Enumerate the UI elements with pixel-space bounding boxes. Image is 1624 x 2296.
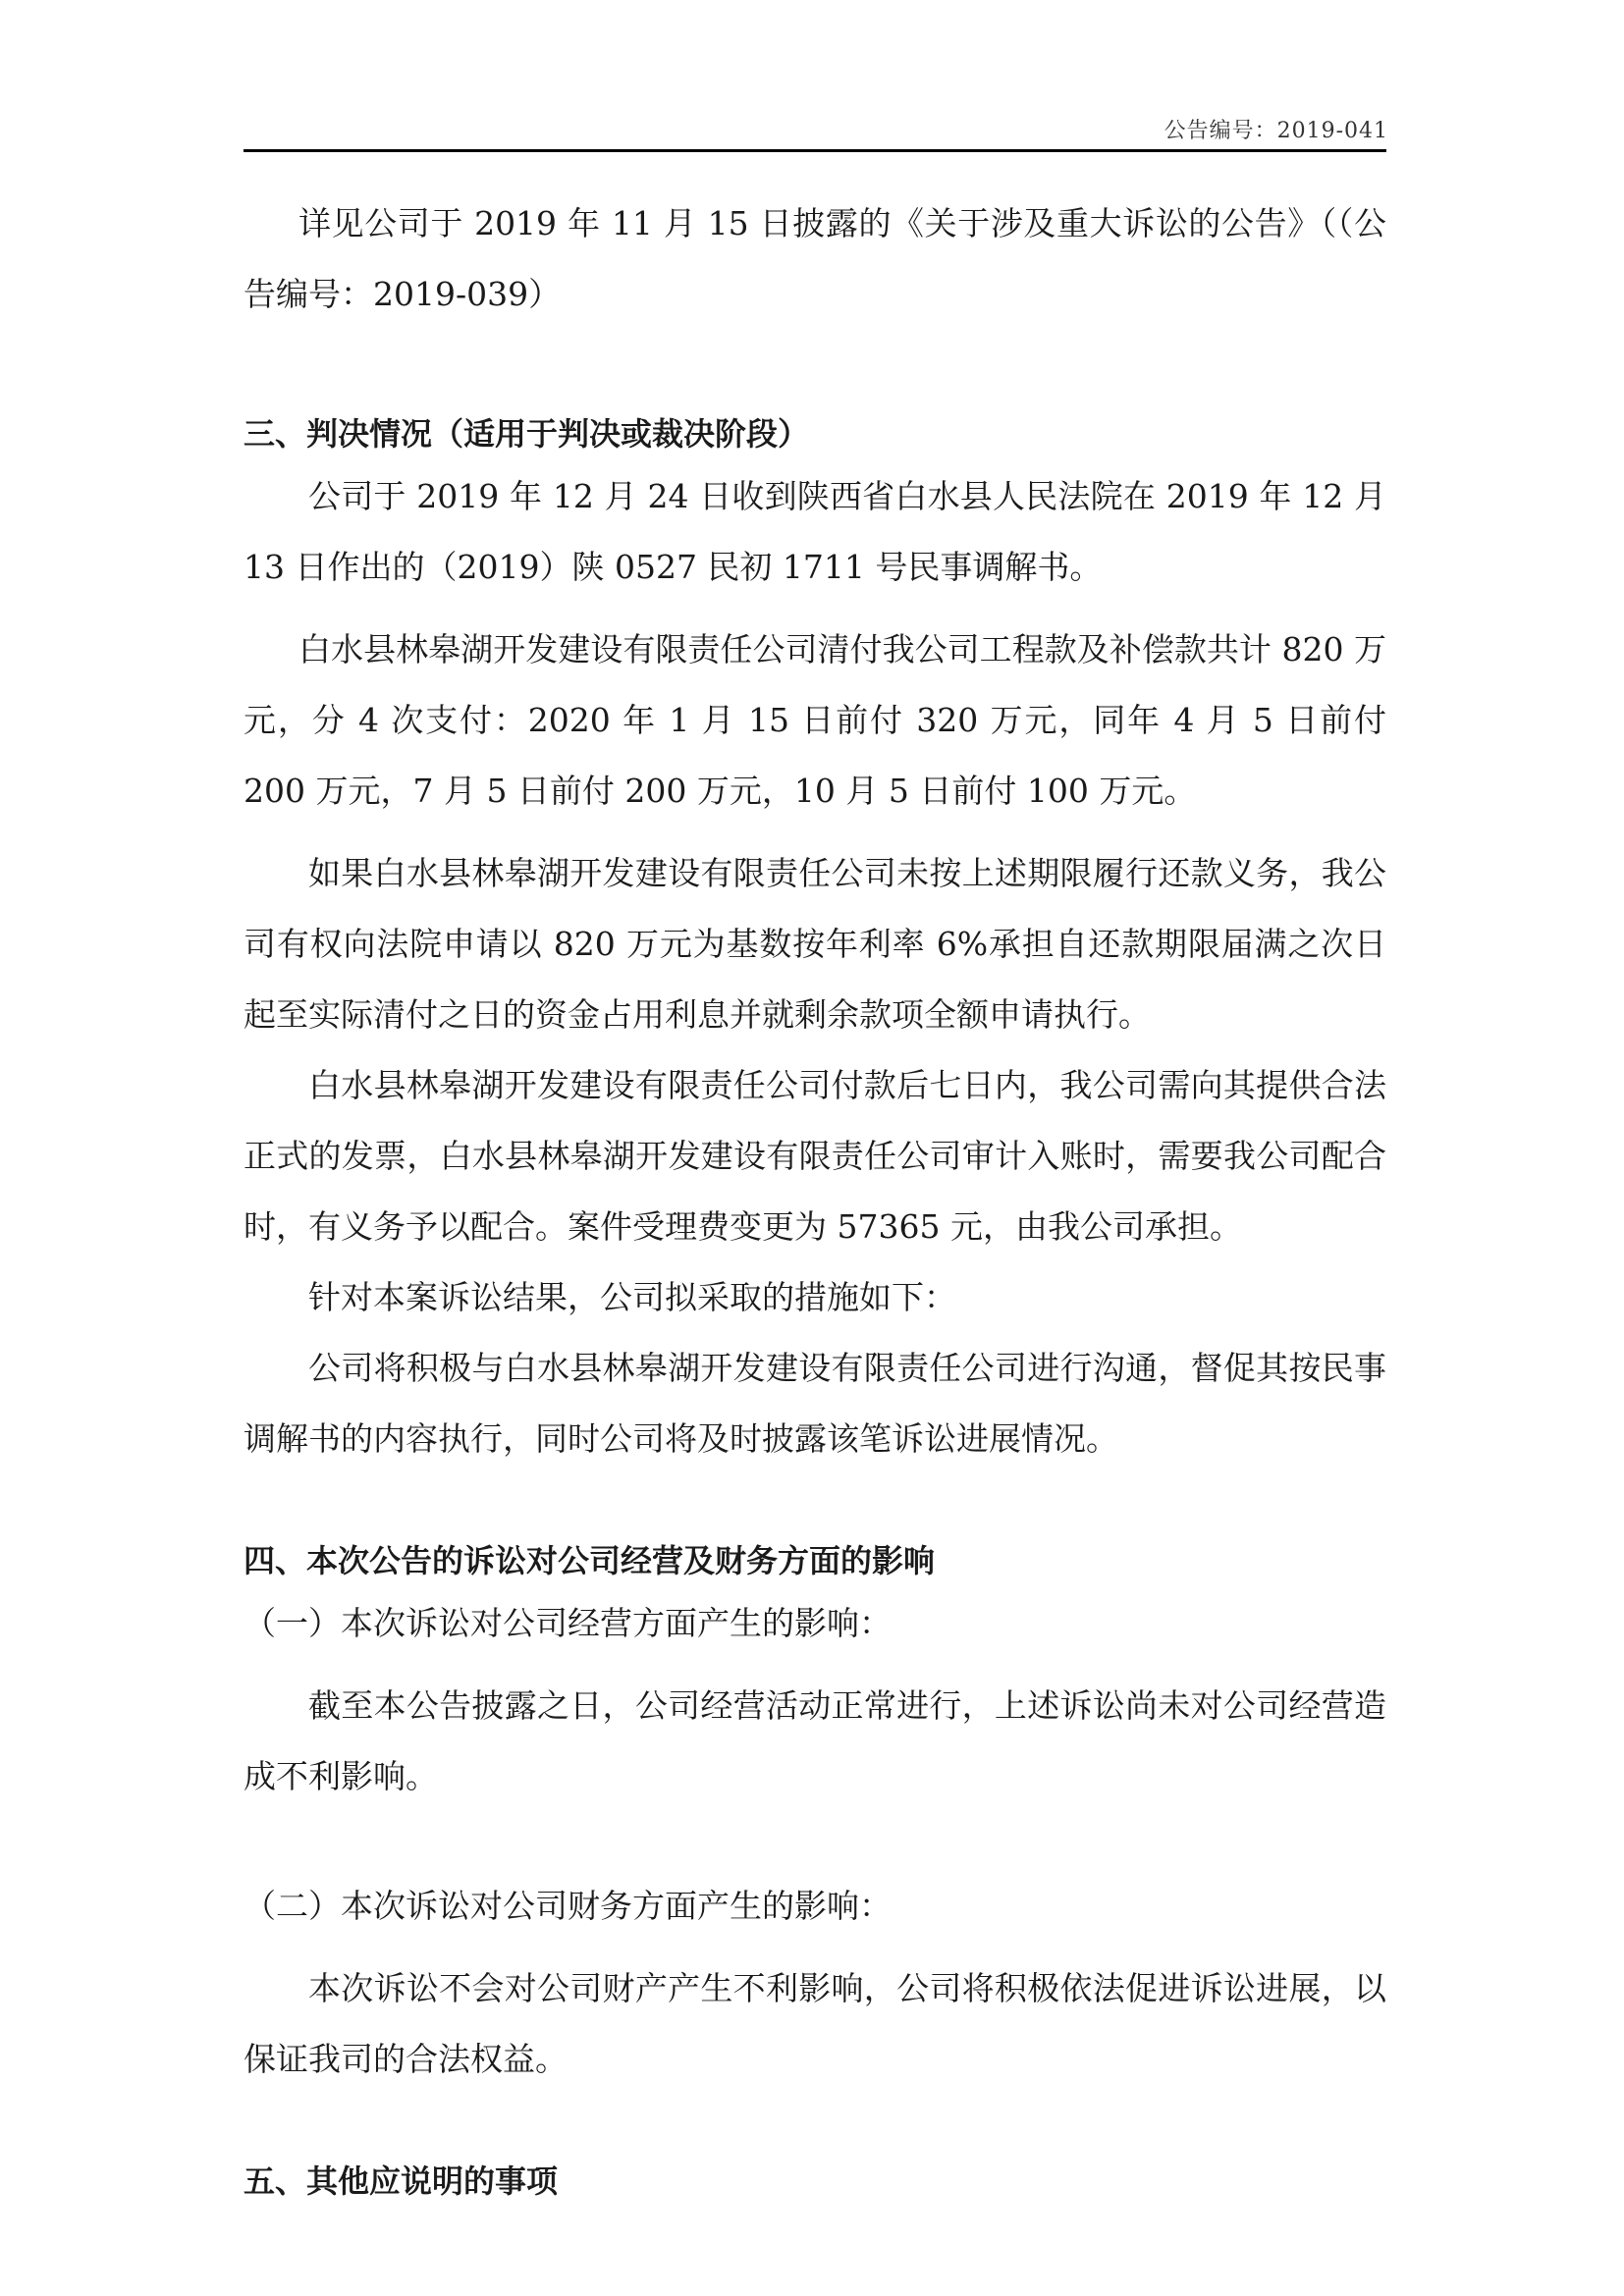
spacer (244, 330, 1386, 406)
spacer (244, 1659, 1386, 1671)
spacer (244, 2095, 1386, 2154)
section-3-paragraph-1: 公司于 2019 年 12 月 24 日收到陕西省白水县人民法院在 2019 年 12 月 13 日作出的（2019）陕 0527 民初 1711 号民事调解书。 (244, 477, 1386, 586)
document-body (244, 188, 1386, 2209)
section-4-paragraph-1: 截至本公告披露之日，公司经营活动正常进行，上述诉讼尚未对公司经营造成不利影响。 (244, 1686, 1386, 1795)
section-3-paragraph-3: 如果白水县林皋湖开发建设有限责任公司未按上述期限履行还款义务，我公司有权向法院申请以 820 万元为基数按年利率 6%承担自还款期限届满之次日起至实际清付之日的资金占用利息并就剩余款项全额申请执行。 (244, 854, 1386, 1034)
spacer (244, 603, 1386, 614)
header-announcement-number: 公告编号：2019-041 (1164, 119, 1388, 143)
section-4-heading: 四、本次公告的诉讼对公司经营及财务方面的影响 (244, 1542, 936, 1579)
section-3-heading: 三、判决情况（适用于判决或裁决阶段） (244, 415, 810, 453)
section-3-paragraph-6: 公司将积极与白水县林皋湖开发建设有限责任公司进行沟通，督促其按民事调解书的内容执行，同时公司将及时披露该笔诉讼进展情况。 (244, 1349, 1386, 1458)
spacer (244, 827, 1386, 838)
section-4-subheading-1: （一）本次诉讼对公司经营方面产生的影响： (244, 1604, 892, 1642)
section-5-heading: 五、其他应说明的事项 (244, 2163, 559, 2200)
spacer (244, 1942, 1386, 1953)
section-3-paragraph-2: 白水县林皋湖开发建设有限责任公司清付我公司工程款及补偿款共计 820 万元，分 4 次支付：2020 年 1 月 15 日前付 320 万元，同年 4 月 5 日前付 200 万元，7 月 5 日前付 200 万元，10 月 5 日前付 100 万元。 (244, 630, 1386, 810)
spacer (244, 1474, 1386, 1533)
spacer (244, 1812, 1386, 1871)
intro-paragraph: 详见公司于 2019 年 11 月 15 日披露的《关于涉及重大诉讼的公告》（（公告编号：2019-039） (244, 204, 1386, 313)
header-rule (244, 149, 1386, 152)
section-4-paragraph-2: 本次诉讼不会对公司财产产生不利影响，公司将积极依法促进诉讼进展，以保证我司的合法权益。 (244, 1969, 1386, 2078)
section-3-paragraph-4: 白水县林皋湖开发建设有限责任公司付款后七日内，我公司需向其提供合法正式的发票，白水县林皋湖开发建设有限责任公司审计入账时，需要我公司配合时，有义务予以配合。案件受理费变更为 57365 元，由我公司承担。 (244, 1066, 1386, 1246)
section-4-subheading-2: （二）本次诉讼对公司财务方面产生的影响： (244, 1887, 892, 1925)
section-3-paragraph-5: 针对本案诉讼结果，公司拟采取的措施如下： (308, 1278, 956, 1316)
